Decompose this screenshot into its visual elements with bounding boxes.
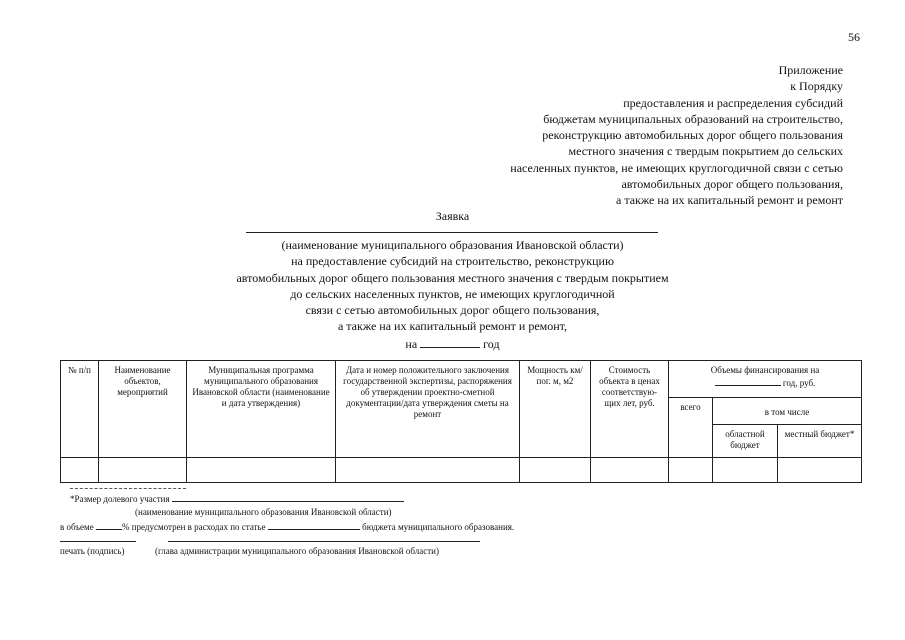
appendix-line: предоставления и распределения субсидий [623, 95, 843, 110]
share-label: *Размер долевого участия [70, 494, 170, 504]
volume-line [60, 520, 660, 533]
volume-suffix: бюджета муниципального образования. [362, 522, 515, 532]
table-row [61, 458, 862, 483]
document-title: Заявка [435, 209, 470, 223]
volume-middle: % предусмотрен в расходах по статье [121, 522, 266, 532]
header-program: Муниципальная программа муниципального образования Ивановской области (наименование и дата утверждения) [187, 361, 336, 458]
purpose-line: на предоставление субсидий на строительство, реконструкцию [291, 254, 614, 269]
appendix-line: местного значения с твердым покрытием до сельских [568, 144, 843, 159]
table-cell[interactable] [61, 458, 99, 483]
volume-prefix: в объеме [60, 522, 94, 532]
share-line [70, 492, 670, 505]
finance-title: Объемы финансирования на [710, 365, 820, 375]
header-finance [669, 361, 862, 398]
year-blank [420, 335, 480, 348]
appendix-line: населенных пунктов, не имеющих круглогодичной связи с сетью [510, 160, 843, 175]
table-cell[interactable] [336, 458, 520, 483]
header-total: всего [669, 398, 713, 458]
appendix-line: реконструкцию автомобильных дорог общего пользования [542, 128, 843, 143]
appendix-line: к Порядку [790, 79, 843, 94]
footnote-separator [70, 488, 186, 489]
finance-year-suffix: год, руб. [782, 378, 816, 388]
header-cost: Стоимость объекта в ценах соответствую-щих лет, руб. [591, 361, 669, 458]
finance-year [672, 376, 858, 389]
head-name-line [168, 541, 480, 542]
header-num: № п/п [61, 361, 99, 458]
seal-caption: печать (подпись) [60, 546, 125, 556]
seal-signature-line [60, 541, 136, 542]
application-table [60, 360, 862, 483]
purpose-block [0, 237, 905, 352]
appendix-line: Приложение [778, 63, 843, 77]
year-suffix: год [483, 336, 500, 351]
purpose-line: а также на их капитальный ремонт и ремонт, [337, 319, 568, 334]
appendix-line: бюджетам муниципальных образований на строительство, [543, 111, 843, 126]
header-regional: областной бюджет [713, 425, 778, 458]
municipality-caption: (наименование муниципального образования Ивановской области) [281, 238, 624, 252]
table-cell[interactable] [187, 458, 336, 483]
table-cell[interactable] [520, 458, 591, 483]
page-number: 56 [848, 30, 860, 44]
finance-year-blank [715, 376, 781, 386]
purpose-line: автомобильных дорог общего пользования местного значения с твердым покрытием [236, 270, 669, 285]
table-cell[interactable] [99, 458, 187, 483]
appendix-line: а также на их капитальный ремонт и ремонт [616, 193, 843, 208]
header-capacity: Мощность км/пог. м, м2 [520, 361, 591, 458]
header-expertise: Дата и номер положительного заключения государственной экспертизы, распоряжения об утверждении проектно-сметной документации/дата утверждения сметы на ремонт [336, 361, 520, 458]
header-name: Наименование объектов, мероприятий [99, 361, 187, 458]
appendix-header [510, 62, 843, 209]
share-caption: (наименование муниципального образования Ивановской области) [135, 507, 392, 517]
header-including: в том числе [713, 398, 862, 425]
head-caption: (глава администрации муниципального образования Ивановской области) [155, 546, 439, 556]
year-line [0, 335, 905, 352]
table-cell[interactable] [713, 458, 778, 483]
share-blank [172, 492, 404, 502]
table-cell[interactable] [669, 458, 713, 483]
volume-article-blank [268, 520, 360, 530]
header-local: местный бюджет* [778, 425, 862, 458]
volume-percent-blank [96, 520, 122, 530]
purpose-line: связи с сетью автомобильных дорог общего пользования, [305, 303, 600, 318]
year-prefix: на [405, 336, 418, 351]
table-cell[interactable] [778, 458, 862, 483]
municipality-line [246, 232, 658, 233]
purpose-line: до сельских населенных пунктов, не имеющих круглогодичной [290, 286, 615, 301]
table-cell[interactable] [591, 458, 669, 483]
appendix-line: автомобильных дорог общего пользования, [621, 177, 843, 192]
